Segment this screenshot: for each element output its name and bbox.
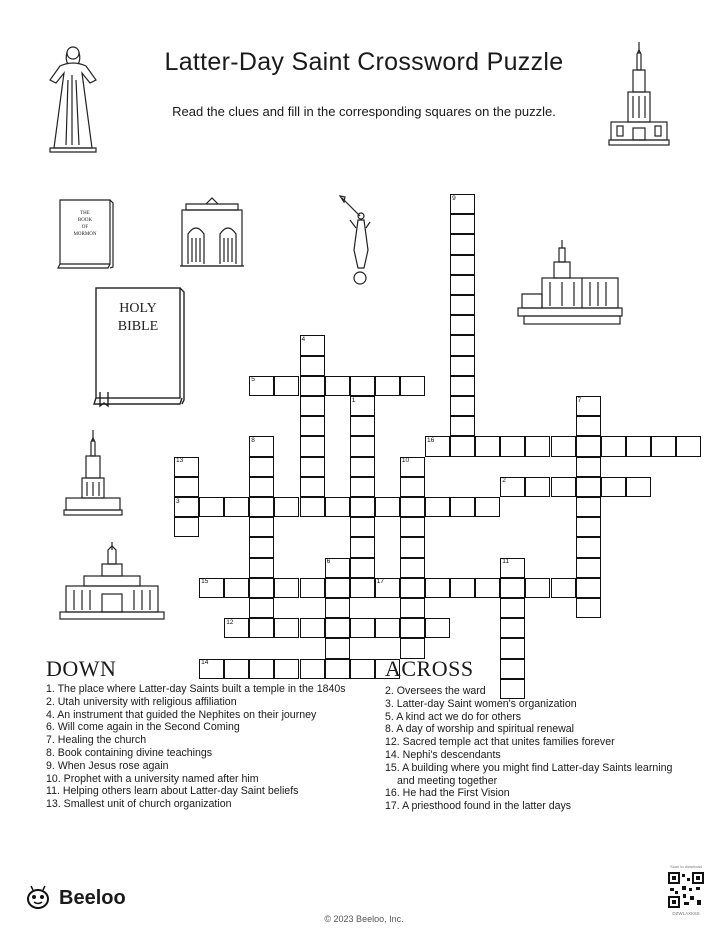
temple-spire-illustration [605, 40, 673, 148]
crossword-cell[interactable] [224, 578, 249, 598]
crossword-cell[interactable] [576, 537, 601, 557]
down-clue: 1. The place where Latter-day Saints built a temple in the 1840s [46, 683, 346, 695]
crossword-cell[interactable] [601, 436, 626, 456]
crossword-cell[interactable] [174, 477, 199, 497]
crossword-cell[interactable] [500, 659, 525, 679]
down-heading: DOWN [46, 656, 117, 681]
crossword-cell[interactable] [174, 517, 199, 537]
crossword-cell[interactable] [249, 598, 274, 618]
crossword-cell[interactable] [400, 457, 425, 477]
copyright: © 2023 Beeloo, Inc. [324, 914, 404, 924]
book-of-mormon-illustration [54, 196, 116, 272]
crossword-cell[interactable] [375, 376, 400, 396]
clue-number: 1 [351, 396, 356, 404]
across-clue: 12. Sacred temple act that unites families forever [385, 736, 615, 749]
crossword-cell[interactable] [174, 457, 199, 477]
crossword-cell[interactable] [199, 578, 224, 598]
crossword-cell[interactable] [350, 436, 375, 456]
clue-number: 3 [176, 497, 180, 505]
crossword-cell[interactable] [300, 477, 325, 497]
clue-number: 8 [251, 436, 255, 444]
crossword-cell[interactable] [325, 578, 350, 598]
crossword-cell[interactable] [425, 436, 450, 456]
modern-temple-illustration [516, 238, 628, 330]
crossword-cell[interactable] [525, 578, 550, 598]
crossword-cell[interactable] [300, 416, 325, 436]
crossword-cell[interactable] [551, 436, 576, 456]
down-clue: 9. When Jesus rose again [46, 759, 169, 772]
clue-number: 2 [502, 477, 506, 485]
crossword-cell[interactable] [249, 618, 274, 638]
clue-number: 4 [301, 335, 306, 343]
crossword-cell[interactable] [174, 497, 199, 517]
crossword-cell[interactable] [500, 477, 525, 497]
down-clue: 7. Healing the church [46, 734, 147, 747]
holy-bible-illustration [92, 284, 186, 410]
bible-line-2: BIBLE [117, 319, 159, 334]
crossword-cell[interactable] [500, 558, 525, 578]
svg-text:BOOK: BOOK [77, 218, 93, 223]
down-clue-list [46, 683, 346, 811]
crossword-cell[interactable] [249, 659, 274, 679]
crossword-cell[interactable] [400, 477, 425, 497]
qr-code-id: DZWLAXK6S [672, 911, 700, 916]
clue-number: 14 [201, 659, 209, 667]
crossword-cell[interactable] [651, 436, 676, 456]
down-clue: 4. An instrument that guided the Nephites on their journey [46, 708, 317, 721]
crossword-cell[interactable] [249, 517, 274, 537]
crossword-cell[interactable] [450, 376, 475, 396]
crossword-cell[interactable] [249, 558, 274, 578]
instructions: Read the clues and fill in the corresponding squares on the puzzle. [172, 104, 556, 119]
crossword-cell[interactable] [249, 436, 274, 456]
crossword-cell[interactable] [576, 436, 601, 456]
crossword-cell[interactable] [450, 275, 475, 295]
crossword-cell[interactable] [350, 457, 375, 477]
crossword-cell[interactable] [350, 659, 375, 679]
crossword-cell[interactable] [475, 497, 500, 517]
crossword-cell[interactable] [450, 578, 475, 598]
crossword-cell[interactable] [450, 214, 475, 234]
crossword-cell[interactable] [300, 396, 325, 416]
crossword-cell[interactable] [576, 558, 601, 578]
across-clue: 5. A kind act we do for others [385, 710, 522, 723]
crossword-cell[interactable] [425, 618, 450, 638]
clue-number: 9 [452, 194, 456, 202]
christus-statue-illustration [38, 40, 108, 155]
crossword-cell[interactable] [350, 416, 375, 436]
crossword-cell[interactable] [500, 578, 525, 598]
crossword-cell[interactable] [576, 578, 601, 598]
down-clue: 11. Helping others learn about Latter-day Saint beliefs [46, 785, 299, 798]
crossword-cell[interactable] [400, 598, 425, 618]
crossword-cell[interactable] [450, 234, 475, 254]
crossword-cell[interactable] [350, 517, 375, 537]
page-title: Latter-Day Saint Crossword Puzzle [164, 48, 564, 76]
crossword-cell[interactable] [576, 598, 601, 618]
clue-number: 12 [226, 618, 234, 626]
crossword-cell[interactable] [525, 436, 550, 456]
crossword-cell[interactable] [300, 436, 325, 456]
clue-number: 11 [502, 558, 510, 566]
crossword-cell[interactable] [300, 356, 325, 376]
crossword-cell[interactable] [274, 376, 299, 396]
crossword-cell[interactable] [274, 497, 299, 517]
crossword-cell[interactable] [300, 457, 325, 477]
crossword-cell[interactable] [500, 618, 525, 638]
crossword-cell[interactable] [375, 618, 400, 638]
bee-logo-icon [24, 884, 52, 912]
crossword-cell[interactable] [325, 558, 350, 578]
across-clue: 14. Nephi's descendants [385, 748, 501, 761]
crossword-cell[interactable] [576, 457, 601, 477]
crossword-cell[interactable] [249, 376, 274, 396]
crossword-cell[interactable] [450, 396, 475, 416]
across-clue-list [385, 685, 685, 813]
crossword-cell[interactable] [525, 477, 550, 497]
crossword-cell[interactable] [350, 558, 375, 578]
clue-number: 16 [427, 436, 435, 444]
crossword-cell[interactable] [676, 436, 701, 456]
crossword-cell[interactable] [224, 618, 249, 638]
crossword-cell[interactable] [500, 598, 525, 618]
crossword-cell[interactable] [400, 376, 425, 396]
crossword-cell[interactable] [400, 517, 425, 537]
crossword-cell[interactable] [350, 497, 375, 517]
crossword-cell[interactable] [249, 477, 274, 497]
clue-number: 10 [401, 457, 410, 465]
classic-temple-illustration [56, 540, 168, 624]
crossword-cell[interactable] [325, 598, 350, 618]
clue-number: 7 [577, 396, 582, 404]
down-clue: 13. Smallest unit of church organization [46, 798, 232, 811]
clue-number: 13 [176, 457, 184, 465]
crossword-cell[interactable] [224, 659, 249, 679]
crossword-cell[interactable] [249, 497, 274, 517]
crossword-cell[interactable] [475, 578, 500, 598]
crossword-cell[interactable] [551, 477, 576, 497]
crossword-cell[interactable] [325, 618, 350, 638]
crossword-cell[interactable] [325, 376, 350, 396]
crossword-cell[interactable] [450, 436, 475, 456]
crossword-cell[interactable] [300, 618, 325, 638]
crossword-cell[interactable] [425, 578, 450, 598]
crossword-cell[interactable] [199, 497, 224, 517]
crossword-cell[interactable] [249, 457, 274, 477]
crossword-cell[interactable] [300, 578, 325, 598]
down-clue: 10. Prophet with a university named after him [46, 772, 259, 785]
crossword-cell[interactable] [400, 578, 425, 598]
crossword-cell[interactable] [601, 477, 626, 497]
crossword-cell[interactable] [450, 255, 475, 275]
down-clue: 6. Will come again in the Second Coming [46, 721, 240, 734]
crossword-cell[interactable] [626, 477, 651, 497]
crossword-cell[interactable] [325, 659, 350, 679]
across-clue: 17. A priesthood found in the latter days [385, 800, 572, 813]
brand-name: Beeloo [59, 886, 126, 909]
crossword-cell[interactable] [199, 659, 224, 679]
crossword-cell[interactable] [500, 436, 525, 456]
crossword-cell[interactable] [325, 638, 350, 658]
crossword-cell[interactable] [576, 517, 601, 537]
crossword-cell[interactable] [475, 436, 500, 456]
crossword-cell[interactable] [450, 356, 475, 376]
crossword-cell[interactable] [274, 659, 299, 679]
qr-label: Scan to download [670, 864, 702, 869]
crossword-cell[interactable] [274, 578, 299, 598]
svg-text:THE: THE [80, 211, 90, 216]
down-clue: 8. Book containing divine teachings [46, 746, 213, 759]
svg-text:MORMON: MORMON [73, 232, 97, 237]
crossword-cell[interactable] [300, 497, 325, 517]
across-clue: 16. He had the First Vision [385, 787, 510, 800]
crossword-cell[interactable] [375, 578, 400, 598]
crossword-cell[interactable] [425, 497, 450, 517]
crossword-cell[interactable] [249, 537, 274, 557]
across-heading: ACROSS [385, 656, 474, 681]
crossword-cell[interactable] [350, 578, 375, 598]
crossword-cell[interactable] [300, 376, 325, 396]
crossword-cell[interactable] [350, 477, 375, 497]
crossword-cell[interactable] [400, 618, 425, 638]
clue-number: 6 [326, 558, 331, 566]
across-clue: 3. Latter-day Saint women's organization [385, 697, 577, 710]
svg-text:OF: OF [81, 225, 89, 230]
crossword-cell[interactable] [350, 396, 375, 416]
clue-number: 5 [251, 376, 255, 384]
crossword-cell[interactable] [450, 295, 475, 315]
historic-building-illustration [176, 196, 248, 270]
qr-code-icon[interactable] [668, 872, 704, 908]
crossword-cell[interactable] [300, 335, 325, 355]
brand [24, 884, 126, 912]
crossword-cell[interactable] [375, 497, 400, 517]
crossword-cell[interactable] [350, 618, 375, 638]
bible-line-1: HOLY [119, 301, 157, 316]
crossword-cell[interactable] [450, 335, 475, 355]
angel-moroni-illustration [338, 194, 378, 286]
tall-temple-illustration [62, 428, 124, 518]
across-clue: 15. A building where you might find Latter-day Saints learning and meeting together [385, 761, 673, 787]
crossword-cell[interactable] [350, 537, 375, 557]
crossword-cell[interactable] [551, 578, 576, 598]
crossword-cell[interactable] [576, 497, 601, 517]
clue-number: 15 [201, 578, 209, 586]
crossword-cell[interactable] [626, 436, 651, 456]
crossword-cell[interactable] [576, 416, 601, 436]
crossword-cell[interactable] [576, 477, 601, 497]
crossword-cell[interactable] [400, 537, 425, 557]
crossword-cell[interactable] [325, 497, 350, 517]
crossword-cell[interactable] [400, 558, 425, 578]
crossword-cell[interactable] [576, 396, 601, 416]
crossword-cell[interactable] [249, 578, 274, 598]
crossword-cell[interactable] [400, 497, 425, 517]
crossword-cell[interactable] [350, 376, 375, 396]
crossword-cell[interactable] [224, 497, 249, 517]
crossword-cell[interactable] [450, 194, 475, 214]
crossword-cell[interactable] [300, 659, 325, 679]
down-clue: 2. Utah university with religious affiliation [46, 695, 237, 708]
across-clue: 2. Oversees the ward [385, 685, 486, 697]
crossword-cell[interactable] [500, 638, 525, 658]
clue-number: 17 [376, 578, 385, 586]
across-clue: 8. A day of worship and spiritual renewal [385, 723, 575, 736]
crossword-cell[interactable] [450, 315, 475, 335]
crossword-cell[interactable] [450, 416, 475, 436]
crossword-cell[interactable] [274, 618, 299, 638]
crossword-cell[interactable] [450, 497, 475, 517]
